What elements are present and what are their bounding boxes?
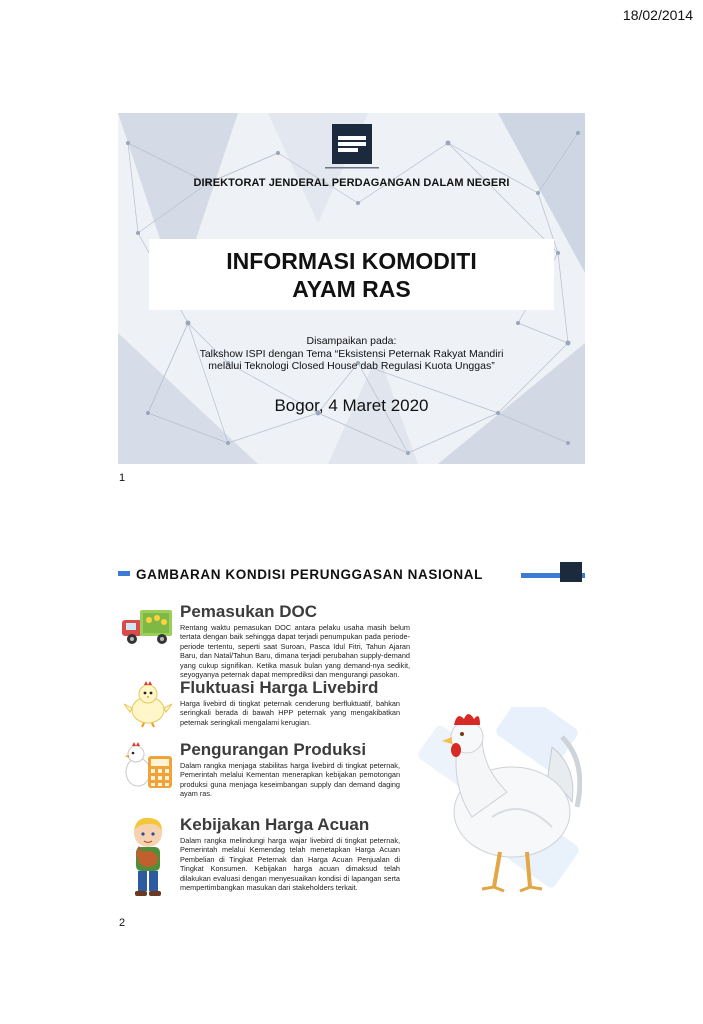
organization-name: DIREKTORAT JENDERAL PERDAGANGAN DALAM NEGERI [193,177,510,189]
presented-at-label: Disampaikan pada: [306,335,397,347]
item-pemasukan-doc [118,602,413,680]
slide-title-line-1: INFORMASI KOMODITI [226,248,477,274]
slide-title-line-2: AYAM RAS [292,276,411,302]
conditions-slide [118,562,585,907]
slide-heading: GAMBARAN KONDISI PERUNGGASAN NASIONAL [136,567,483,582]
item-text: Rentang waktu pemasukan DOC antara pelaku usaha masih belum tertata dengan baik sehingga dapat terjadi penumpukan pada periode-periode tertentu, seperti saat Suroan, Pasca Idul Fitri, Tahun Ajaran Baru, dan Natal/Tahun Baru, dimana terjadi perubahan supply-demand yang cukup signifikan. Ketika masuk bulan yang demand-nya sedikit, seyogyanya peternak dapat memprediksi dan mengurangi pasokan. [180,623,410,680]
slide-number-1: 1 [119,472,126,484]
item-text: Dalam rangka menjaga stabilitas harga livebird di tingkat peternak, Pemerintah melalui Kementan menerapkan kebijakan pemotongan produksi guna menjaga keseimbangan supply dan demand daging ayam ras. [180,761,400,799]
print-date: 18/02/2014 [622,7,693,23]
truck-chicks-icon [120,606,176,646]
item-title: Kebijakan Harga Acuan [180,815,370,834]
item-title: Pemasukan DOC [180,602,317,621]
place-and-date: Bogor, 4 Maret 2020 [274,396,429,415]
ministry-logo [332,124,372,164]
event-line-1: Talkshow ISPI dengan Tema “Eksistensi Peternak Rakyat Mandiri [199,347,504,360]
event-line-2: melalui Teknologi Closed House dab Regulasi Kuota Unggas” [208,360,495,372]
item-fluktuasi-harga [118,678,413,738]
item-kebijakan-harga-acuan [118,815,413,905]
item-title: Pengurangan Produksi [180,740,367,759]
ministry-logo-small [560,562,582,582]
chicken-calculator-icon [120,742,176,794]
logo-tagline-mark [325,167,379,170]
boy-chicken-icon [120,815,176,901]
item-text: Dalam rangka melindungi harga wajar livebird di tingkat peternak, Pemerintah melalui Kemendag telah menetapkan Harga Acuan Pembelian di Tingkat Peternak dan Harga Acuan Penjualan di Tingkat Konsumen. Kebijakan harga acuan dimaksud telah dilakukan evaluasi dengan menyesuaikan kondisi di lapangan serta mempertimbangkan masukan dari stakeholders terkait. [180,836,400,893]
chick-icon [120,680,176,728]
title-box [149,239,554,310]
white-hen-illustration [412,707,582,902]
title-slide [118,113,585,464]
presentation-details [118,335,585,373]
slide-number-2: 2 [119,917,126,929]
heading-accent-bar [118,571,130,576]
item-pengurangan-produksi [118,740,413,810]
item-title: Fluktuasi Harga Livebird [180,678,379,697]
item-text: Harga livebird di tingkat peternak cenderung berfluktuatif, bahkan seringkali berada di bawah HPP peternak yang mengakibatkan peternak seringkali mengalami kerugian. [180,699,400,727]
